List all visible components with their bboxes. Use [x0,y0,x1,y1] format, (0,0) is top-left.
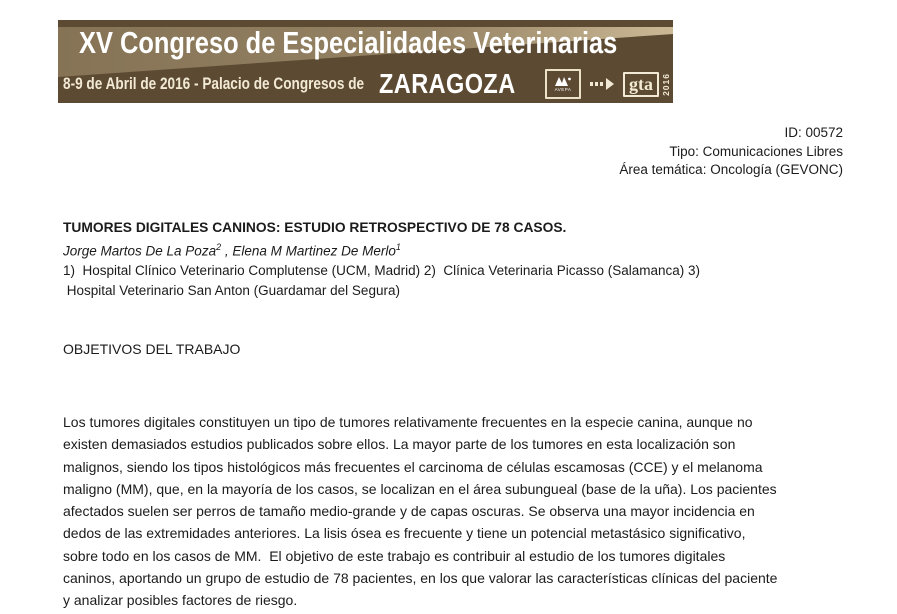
abstract-body-line: sobre todo en los casos de MM. El objetivo de este trabajo es contribuir al estudio de los tumores digitales [63,547,726,564]
author-name: Jorge Martos De La Poza [63,243,217,259]
abstract-head-block [63,218,700,301]
affiliation-line: Hospital Veterinario San Anton (Guardamar del Segura) [63,282,400,298]
abstract-id: ID: 00572 [784,125,843,140]
abstract-theme-area: Área temática: Oncología (GEVONC) [619,162,843,178]
banner-title: XV Congreso de Especialidades Veterinarias [79,25,618,60]
abstract-body-line: maligno (MM), que, en la mayoría de los casos, se localizan en el área subungueal (base de la uña). Los pacientes [63,480,777,497]
section-heading-objetivos: OBJETIVOS DEL TRABAJO [63,341,241,357]
abstract-body [63,411,777,612]
gta-logo-year: 2016 [661,72,671,96]
banner-date-venue: 8-9 de Abril de 2016 - Palacio de Congresos de [63,74,365,93]
gta-logo: gta [623,72,659,97]
abstract-title: TUMORES DIGITALES CANINOS: ESTUDIO RETROSPECTIVO DE 78 CASOS. [63,220,567,235]
author-superscript: 2 [216,241,222,252]
author-superscript: 1 [395,241,401,252]
abstract-meta [619,124,843,180]
avepa-logo-icon [554,76,572,86]
abstract-authors [63,238,700,261]
abstract-body-line: caninos, aportando un grupo de estudio de 78 pacientes, en los que valorar las características clínicas del paciente [63,570,778,587]
abstract-body-line: dedos de las extremidades anteriores. La lisis ósea es frecuente y tiene un potencial metastásico significativo, [63,525,746,542]
banner-city-wrap [379,68,539,100]
abstract-body-line: malignos, siendo los tipos histológicos más frecuentes el carcinoma de células escamosas (CCE) y el melanoma [63,458,763,475]
abstract-body-line: afectados suelen ser perros de tamaño medio-grande y de capas oscuras. Se observa una mayor incidencia en [63,503,755,520]
author-separator: , [221,243,233,259]
abstract-type: Tipo: Comunicaciones Libres [669,143,843,159]
abstract-body-line: existen demasiados estudios publicados sobre ellos. La mayor parte de los tumores en esta localización son [63,436,736,453]
avepa-logo [545,69,581,99]
abstract-body-line: Los tumores digitales constituyen un tipo de tumores relativamente frecuentes en la especie canina, aunque no [63,414,753,430]
congress-banner [58,20,673,103]
dotted-arrow-icon [590,78,614,90]
avepa-logo-label: AVEPA [554,87,572,92]
author-name: Elena M Martinez De Merlo [232,243,396,259]
banner-bottom-row [63,67,671,101]
abstract-body-line: y analizar posibles factores de riesgo. [63,592,298,609]
banner-date-venue-wrap [63,74,375,94]
affiliation-line: 1) Hospital Clínico Veterinario Complutense (UCM, Madrid) 2) Clínica Veterinaria Picasso (Salamanca) 3) [63,263,700,279]
banner-city: ZARAGOZA [379,68,516,99]
